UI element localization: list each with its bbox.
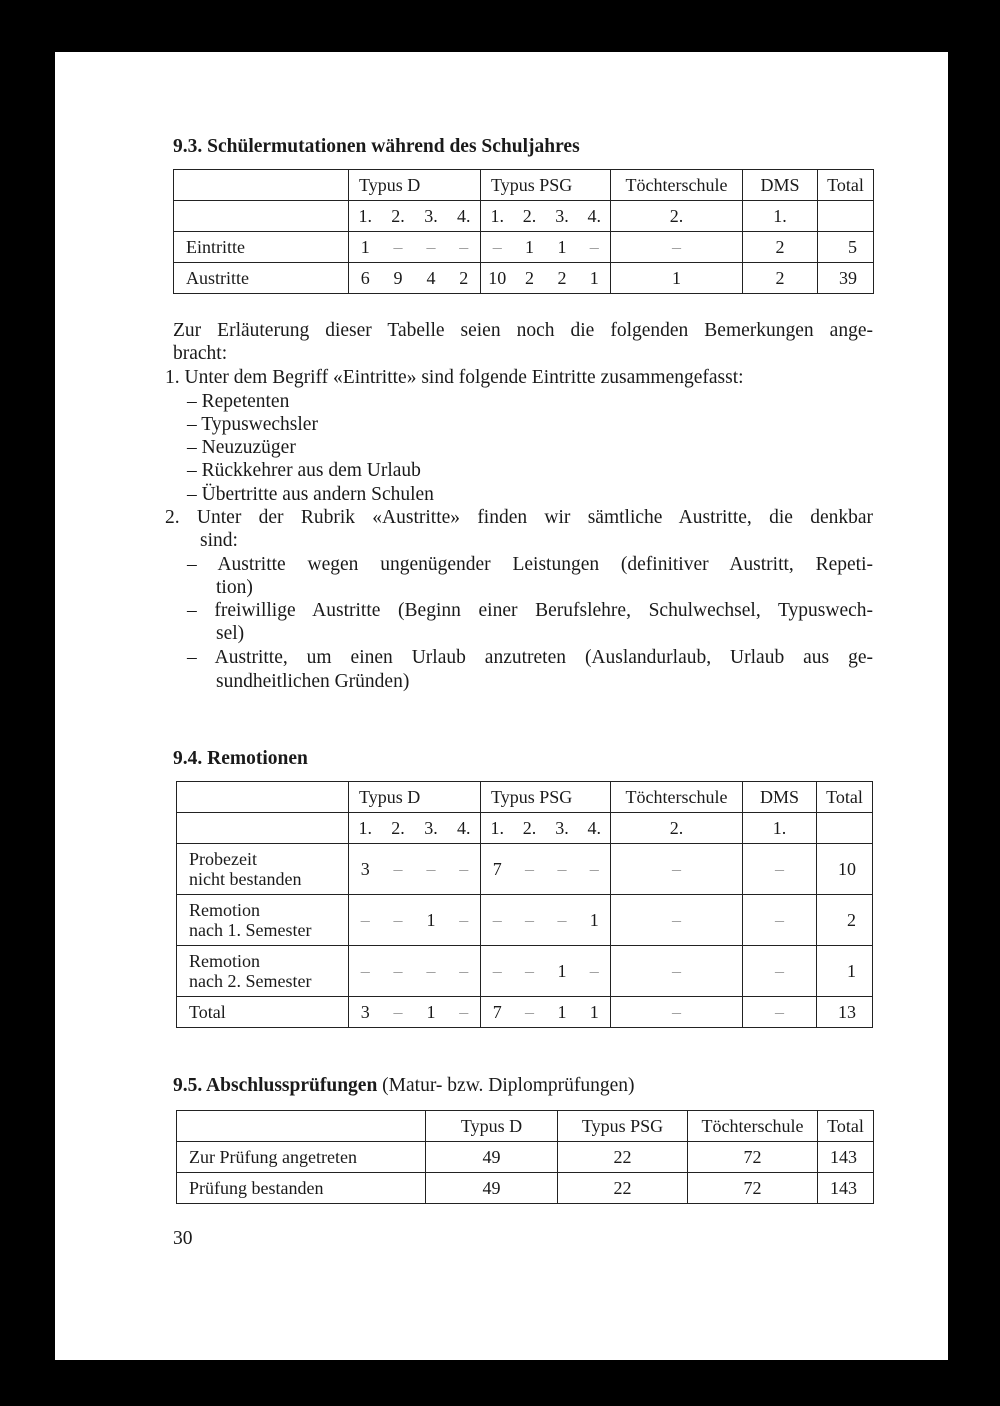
value-cell: –	[611, 895, 743, 946]
value-cell: –	[743, 997, 817, 1028]
value-cell: –	[382, 232, 415, 263]
subheader-grade: 1.	[743, 201, 818, 232]
subheader-grade: 2.	[611, 813, 743, 844]
header-typus-d: Typus D	[349, 170, 481, 201]
value-cell: 3	[349, 844, 382, 895]
header-row	[174, 170, 874, 201]
subheader-grade: 4.	[448, 201, 481, 232]
row-label: Prüfung bestanden	[177, 1173, 426, 1204]
row-label: Remotion nach 2. Semester	[177, 946, 349, 997]
value-cell: –	[415, 232, 448, 263]
column-header: Typus D	[426, 1111, 558, 1142]
value-cell: 22	[558, 1173, 688, 1204]
value-cell: 6	[349, 263, 382, 294]
value-cell: –	[514, 844, 546, 895]
value-cell: 10	[481, 263, 514, 294]
value-cell: 49	[426, 1173, 558, 1204]
table-row	[177, 895, 873, 946]
value-cell: –	[611, 232, 743, 263]
value-cell: 49	[426, 1142, 558, 1173]
value-cell: –	[349, 946, 382, 997]
text-line: sind:	[200, 530, 238, 551]
value-cell: 1	[611, 263, 743, 294]
text-line: sundheitlichen Gründen)	[216, 671, 410, 692]
subheader-grade: 2.	[514, 201, 546, 232]
row-label: Total	[177, 997, 349, 1028]
value-cell: 1	[579, 997, 611, 1028]
subheader-total	[818, 201, 874, 232]
row-label: Remotion nach 1. Semester	[177, 895, 349, 946]
value-cell: –	[481, 895, 514, 946]
subheader-row	[177, 813, 873, 844]
total-cell: 2	[817, 895, 873, 946]
value-cell: 1	[514, 232, 546, 263]
value-cell: –	[448, 946, 481, 997]
table-row	[177, 997, 873, 1028]
value-cell: –	[546, 844, 579, 895]
value-cell: –	[382, 895, 415, 946]
header-empty-cell	[177, 782, 349, 813]
value-cell: –	[481, 232, 514, 263]
header-typus-d: Typus D	[349, 782, 481, 813]
value-cell: 1	[415, 895, 448, 946]
row-label: Probezeit nicht bestanden	[177, 844, 349, 895]
value-cell: –	[514, 997, 546, 1028]
value-cell: –	[382, 844, 415, 895]
table-schuelermutationen	[173, 169, 874, 294]
list-item: – Neuzuzüger	[187, 437, 296, 458]
row-label: Austritte	[174, 263, 349, 294]
value-cell: 72	[688, 1142, 818, 1173]
table-row	[177, 946, 873, 997]
value-cell: 2	[514, 263, 546, 294]
subheader-grade: 3.	[546, 813, 579, 844]
value-cell: –	[611, 844, 743, 895]
value-cell: –	[743, 895, 817, 946]
heading-9-5-bold: 9.5. Abschlussprüfungen	[173, 1075, 378, 1096]
heading-9-5	[173, 1074, 635, 1097]
heading-9-5-subtitle: (Matur- bzw. Diplomprüfungen)	[377, 1075, 635, 1096]
subheader-empty-cell	[177, 813, 349, 844]
text-line: tion)	[216, 577, 253, 598]
value-cell: –	[611, 997, 743, 1028]
subheader-grade: 2.	[382, 813, 415, 844]
total-cell: 10	[817, 844, 873, 895]
value-cell: 2	[743, 263, 818, 294]
value-cell: –	[448, 997, 481, 1028]
subheader-grade: 1.	[743, 813, 817, 844]
subheader-grade: 4.	[579, 201, 611, 232]
value-cell: –	[382, 946, 415, 997]
value-cell: –	[743, 946, 817, 997]
column-header: Töchterschule	[688, 1111, 818, 1142]
header-empty-cell	[174, 170, 349, 201]
value-cell: –	[349, 895, 382, 946]
text-line: bracht:	[173, 343, 228, 364]
header-row	[177, 1111, 874, 1142]
value-cell: –	[415, 946, 448, 997]
header-dms: DMS	[743, 782, 817, 813]
subheader-empty-cell	[174, 201, 349, 232]
header-toechterschule: Töchterschule	[611, 170, 743, 201]
list-item: – Typuswechsler	[187, 414, 318, 435]
subheader-total	[817, 813, 873, 844]
subheader-grade: 3.	[546, 201, 579, 232]
value-cell: –	[579, 946, 611, 997]
value-cell: 1	[546, 232, 579, 263]
list-item: – Austritte, um einen Urlaub anzutreten (Auslandurlaub, Urlaub aus ge-	[187, 647, 873, 668]
subheader-grade: 1.	[349, 813, 382, 844]
header-total: Total	[818, 170, 874, 201]
total-cell: 13	[817, 997, 873, 1028]
column-header: Total	[818, 1111, 874, 1142]
value-cell: 9	[382, 263, 415, 294]
list-item: 2. Unter der Rubrik «Austritte» finden wir sämtliche Austritte, die denkbar	[165, 507, 873, 528]
list-item: – freiwillige Austritte (Beginn einer Berufslehre, Schulwechsel, Typuswech-	[187, 600, 873, 621]
row-label: Eintritte	[174, 232, 349, 263]
column-header: Typus PSG	[558, 1111, 688, 1142]
text-line: sel)	[216, 623, 245, 644]
value-cell: –	[448, 232, 481, 263]
value-cell: 7	[481, 997, 514, 1028]
value-cell: –	[546, 895, 579, 946]
value-cell: 1	[546, 946, 579, 997]
value-cell: –	[448, 895, 481, 946]
header-typus-psg: Typus PSG	[481, 782, 611, 813]
table-row	[177, 1142, 874, 1173]
value-cell: 1	[349, 232, 382, 263]
subheader-grade: 4.	[448, 813, 481, 844]
value-cell: 1	[415, 997, 448, 1028]
value-cell: –	[579, 844, 611, 895]
subheader-grade: 1.	[481, 813, 514, 844]
header-dms: DMS	[743, 170, 818, 201]
heading-9-4: 9.4. Remotionen	[173, 748, 308, 769]
list-item: 1. Unter dem Begriff «Eintritte» sind folgende Eintritte zusammengefasst:	[165, 367, 744, 388]
table-row	[177, 1173, 874, 1204]
value-cell: –	[579, 232, 611, 263]
value-cell: 1	[579, 263, 611, 294]
total-cell: 1	[817, 946, 873, 997]
subheader-grade: 2.	[382, 201, 415, 232]
subheader-grade: 1.	[481, 201, 514, 232]
value-cell: –	[382, 997, 415, 1028]
value-cell: 1	[579, 895, 611, 946]
subheader-grade: 4.	[579, 813, 611, 844]
total-cell: 143	[818, 1173, 874, 1204]
subheader-grade: 3.	[415, 201, 448, 232]
subheader-grade: 3.	[415, 813, 448, 844]
header-toechterschule: Töchterschule	[611, 782, 743, 813]
list-item: – Übertritte aus andern Schulen	[187, 484, 434, 505]
table-row	[174, 263, 874, 294]
value-cell: 22	[558, 1142, 688, 1173]
value-cell: 3	[349, 997, 382, 1028]
value-cell: –	[743, 844, 817, 895]
value-cell: –	[514, 946, 546, 997]
list-item: – Rückkehrer aus dem Urlaub	[187, 460, 421, 481]
table-row	[177, 844, 873, 895]
value-cell: 2	[743, 232, 818, 263]
subheader-grade: 2.	[611, 201, 743, 232]
text-line: Zur Erläuterung dieser Tabelle seien noch die folgenden Bemerkungen ange-	[173, 320, 873, 341]
list-item: – Austritte wegen ungenügender Leistungen (definitiver Austritt, Repeti-	[187, 554, 873, 575]
value-cell: 2	[448, 263, 481, 294]
header-total: Total	[817, 782, 873, 813]
subheader-grade: 1.	[349, 201, 382, 232]
value-cell: 7	[481, 844, 514, 895]
value-cell: –	[415, 844, 448, 895]
total-cell: 39	[818, 263, 874, 294]
heading-9-3: 9.3. Schülermutationen während des Schuljahres	[173, 136, 580, 157]
table-abschlusspruefungen	[176, 1110, 874, 1204]
subheader-grade: 2.	[514, 813, 546, 844]
value-cell: –	[481, 946, 514, 997]
total-cell: 143	[818, 1142, 874, 1173]
list-item: – Repetenten	[187, 391, 290, 412]
value-cell: 2	[546, 263, 579, 294]
value-cell: 72	[688, 1173, 818, 1204]
value-cell: 4	[415, 263, 448, 294]
column-header	[177, 1111, 426, 1142]
value-cell: –	[448, 844, 481, 895]
page-number: 30	[173, 1228, 193, 1249]
header-typus-psg: Typus PSG	[481, 170, 611, 201]
table-row	[174, 232, 874, 263]
total-cell: 5	[818, 232, 874, 263]
value-cell: –	[611, 946, 743, 997]
value-cell: 1	[546, 997, 579, 1028]
table-remotionen	[176, 781, 873, 1028]
row-label: Zur Prüfung angetreten	[177, 1142, 426, 1173]
header-row	[177, 782, 873, 813]
value-cell: –	[514, 895, 546, 946]
subheader-row	[174, 201, 874, 232]
